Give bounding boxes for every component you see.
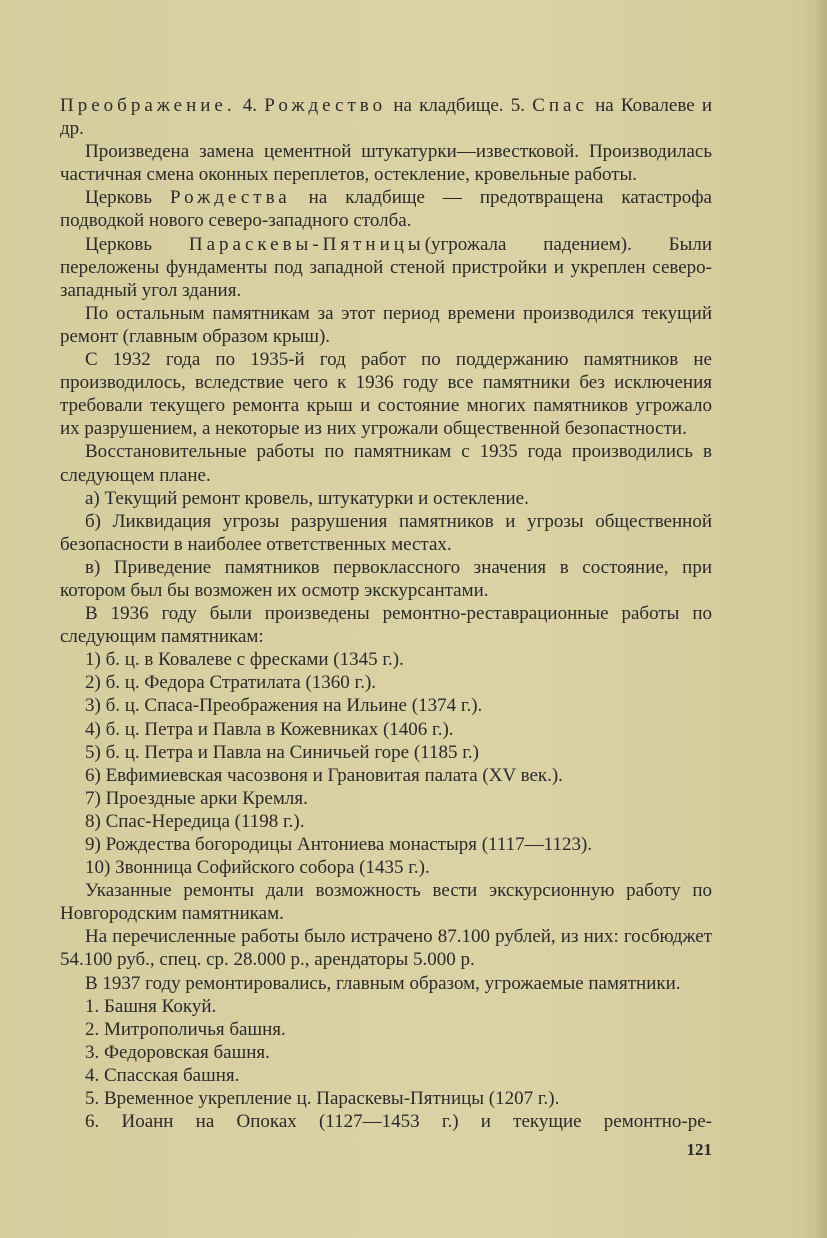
list-item: 2) б. ц. Федора Стратилата (1360 г.). <box>85 672 377 694</box>
paragraph: С 1932 года по 1935-й год работ по поддержанию памятников не производилось, вследствие чего к 1936 году все памятники без исключения требовали текущего ремонта крыш и состояние многих памятников угрожало их разрушением, а некоторые из них угрожали общественной безопастности. <box>60 349 712 440</box>
text-run: Церковь <box>85 187 171 209</box>
page-edge <box>813 0 827 1238</box>
page-body <box>60 94 712 1133</box>
text-run: на кладбище. 5. <box>386 95 533 116</box>
list-item: 4) б. ц. Петра и Павла в Кожевниках (1406 г.). <box>85 718 454 740</box>
list-item: 6. Иоанн на Опоках (1127—1453 г.) и текущие ремонтно-ре- <box>85 1111 712 1133</box>
list-item: 1. Башня Кокуй. <box>85 995 217 1017</box>
spaced-word: Спас <box>532 95 588 116</box>
paragraph: Указанные ремонты дали возможность вести экскурсионную работу по Новгородским памятникам. <box>60 880 712 925</box>
text-run: (угрожала падением). Были переложены фундаменты под западной стеной пристройки и укреплен северо-западный угол здания. <box>60 233 712 301</box>
list-item: 6) Евфимиевская часозвоня и Грановитая палата (XV век.). <box>85 764 563 786</box>
list-item: 9) Рождества богородицы Антониева монастыря (1117—1123). <box>85 834 593 855</box>
list-item: 8) Спас-Нередица (1198 г.). <box>85 810 305 832</box>
list-item: б) Ликвидация угрозы разрушения памятников и угрозы общественной безопасности в наиболее ответственных местах. <box>60 510 712 555</box>
paragraph <box>60 233 712 302</box>
text-run: на Ковалеве и др. <box>60 95 712 140</box>
page-number: 121 <box>686 1140 712 1159</box>
paragraph: На перечисленные работы было истрачено 87.100 рублей, из них: госбюджет 54.100 руб., спец. ср. 28.000 р., арендаторы 5.000 р. <box>60 926 712 971</box>
paragraph <box>60 186 712 232</box>
list-item: 5. Временное укрепление ц. Параскевы-Пятницы (1207 г.). <box>85 1088 560 1110</box>
spaced-word: Параскевы-Пятницы <box>188 233 425 255</box>
list-item: 5) б. ц. Петра и Павла на Синичьей горе (1185 г.) <box>85 741 479 763</box>
list-item: в) Приведение памятников первоклассного значения в состояние, при котором был бы возможен их осмотр экскурсантами. <box>60 556 712 601</box>
text-run: на кладбище — предотвращена катастрофа подводкой нового северо-западного столба. <box>60 187 712 232</box>
text-run: 4. <box>235 95 265 116</box>
spaced-word: Рождества <box>170 187 291 209</box>
list-item: 4. Спасская башня. <box>85 1064 240 1086</box>
list-item: 7) Проездные арки Кремля. <box>85 787 308 809</box>
list-item: 3. Федоровская башня. <box>85 1041 270 1063</box>
paragraph: В 1937 году ремонтировались, главным образом, угрожаемые памятники. <box>85 972 681 994</box>
paragraph: Восстановительные работы по памятникам с 1935 года производились в следующем плане. <box>60 441 712 486</box>
paragraph: По остальным памятникам за этот период времени производился текущий ремонт (главным образом крыш). <box>60 302 712 347</box>
spaced-word: Преображение. <box>60 95 236 116</box>
list-item: 1) б. ц. в Ковалеве с фресками (1345 г.). <box>85 649 404 671</box>
paragraph: В 1936 году были произведены ремонтно-реставрационные работы по следующим памятникам: <box>60 603 712 648</box>
spaced-word: Рождество <box>264 95 387 116</box>
paragraph: Произведена замена цементной штукатурки—известковой. Производилась частичная смена оконных переплетов, остекление, кровельные работы. <box>60 141 712 186</box>
list-item: 10) Звонница Софийского собора (1435 г.). <box>85 857 430 879</box>
list-item: а) Текущий ремонт кровель, штукатурки и остекление. <box>85 487 529 509</box>
text-run: Церковь <box>85 233 189 255</box>
paragraph <box>60 94 712 140</box>
list-item: 2. Митрополичья башня. <box>85 1018 286 1040</box>
list-item: 3) б. ц. Спаса-Преображения на Ильине (1374 г.). <box>85 695 483 717</box>
